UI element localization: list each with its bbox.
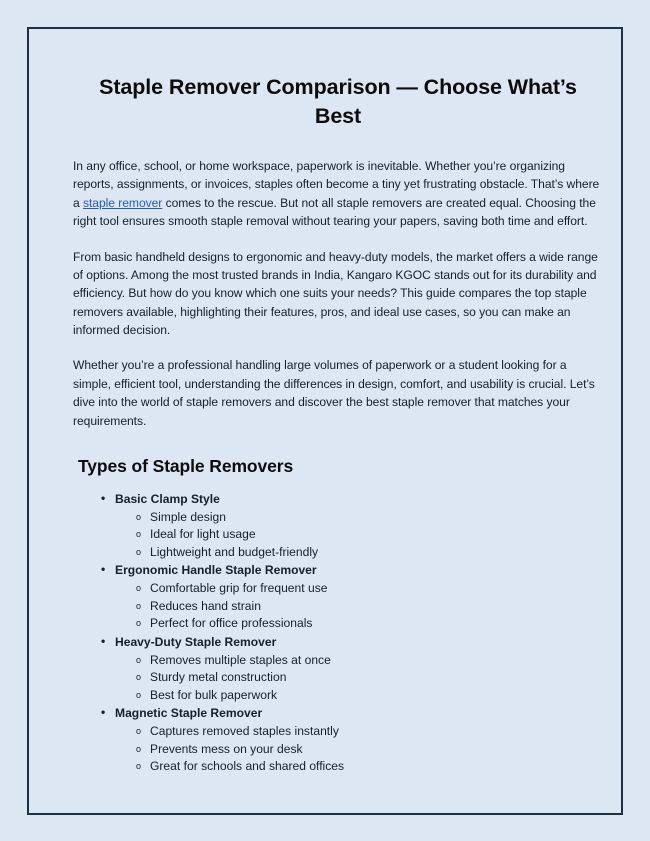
bullet-circle-icon: o [136,743,142,754]
list-item-label: Best for bulk paperwork [150,687,278,702]
list-item-label: Prevents mess on your desk [150,741,303,756]
list-item-label: Reduces hand strain [150,598,261,613]
paragraph-text-after-link: comes to the rescue. But not all staple removers are created equal. Choosing the right tool ensures smooth staple removal without tearing your papers, saving both time and effort. [73,195,596,229]
list-item-label: Heavy-Duty Staple Remover [115,634,277,649]
list-item-label: Captures removed staples instantly [150,724,339,739]
staple-remover-types-list [73,491,603,775]
list-item [73,491,603,507]
bullet-circle-icon: o [136,654,142,665]
bullet-circle-icon: o [136,761,142,772]
list-item [73,652,603,668]
bullet-circle-icon: o [136,546,142,557]
bullet-disc-icon: • [101,705,106,720]
audience-paragraph: Whether you’re a professional handling large volumes of paperwork or a student looking for a simple, efficient tool, understanding the differences in design, comfort, and usability is crucial. Let’s dive into the world of staple removers and discover the best staple remover that matches your requirements. [73,358,595,428]
intro-paragraph [73,157,603,231]
bullet-circle-icon: o [136,689,142,700]
document-content [73,73,603,776]
bullet-circle-icon: o [136,672,142,683]
list-item-label: Sturdy metal construction [150,670,287,685]
list-item [73,544,603,560]
list-item-label: Lightweight and budget-friendly [150,544,319,559]
list-item [73,634,603,650]
paragraph-text-before-link: In any office, school, or home workspace, paperwork is inevitable. Whether you’re organizing reports, assignments, or invoices, staples often become a tiny yet frustrating obstacle. That’s where a [73,159,600,210]
bullet-circle-icon: o [136,583,142,594]
list-item [73,580,603,596]
bullet-disc-icon: • [101,490,106,505]
list-item [73,669,603,685]
bullet-disc-icon: • [101,562,106,577]
bullet-circle-icon: o [136,529,142,540]
bullet-disc-icon: • [101,633,106,648]
list-item-label: Ideal for light usage [150,527,256,542]
document-page [27,27,623,815]
sub-list [73,723,603,774]
sub-list [73,652,603,703]
list-group [73,562,603,631]
list-item [73,687,603,703]
staple-remover-link[interactable]: staple remover [83,195,163,210]
list-item [73,723,603,739]
list-item [73,562,603,578]
list-item-label: Removes multiple staples at once [150,652,331,667]
list-item-label: Magnetic Staple Remover [115,706,263,721]
section-heading-types: Types of Staple Removers [78,455,294,476]
list-item [73,705,603,721]
list-item-label: Ergonomic Handle Staple Remover [115,563,317,578]
list-item [73,741,603,757]
list-item [73,509,603,525]
list-item [73,598,603,614]
sub-list [73,509,603,560]
list-item [73,758,603,774]
list-item-label: Perfect for office professionals [150,616,313,631]
list-item-label: Simple design [150,509,226,524]
bullet-circle-icon: o [136,726,142,737]
list-item-label: Great for schools and shared offices [150,759,345,774]
list-group [73,705,603,774]
page-title: Staple Remover Comparison — Choose What’s Best [99,75,577,129]
list-item-label: Comfortable grip for frequent use [150,581,328,596]
list-item [73,526,603,542]
bullet-circle-icon: o [136,618,142,629]
list-group [73,491,603,560]
list-item-label: Basic Clamp Style [115,491,220,506]
list-item [73,615,603,631]
list-group [73,634,603,703]
sub-list [73,580,603,631]
bullet-circle-icon: o [136,600,142,611]
market-overview-paragraph: From basic handheld designs to ergonomic and heavy-duty models, the market offers a wide range of options. Among the most trusted brands in India, Kangaro KGOC stands out for its durability and efficiency. But how do you know which one suits your needs? This guide compares the top staple removers available, highlighting their features, pros, and ideal use cases, so you can make an informed decision. [73,249,598,338]
bullet-circle-icon: o [136,511,142,522]
